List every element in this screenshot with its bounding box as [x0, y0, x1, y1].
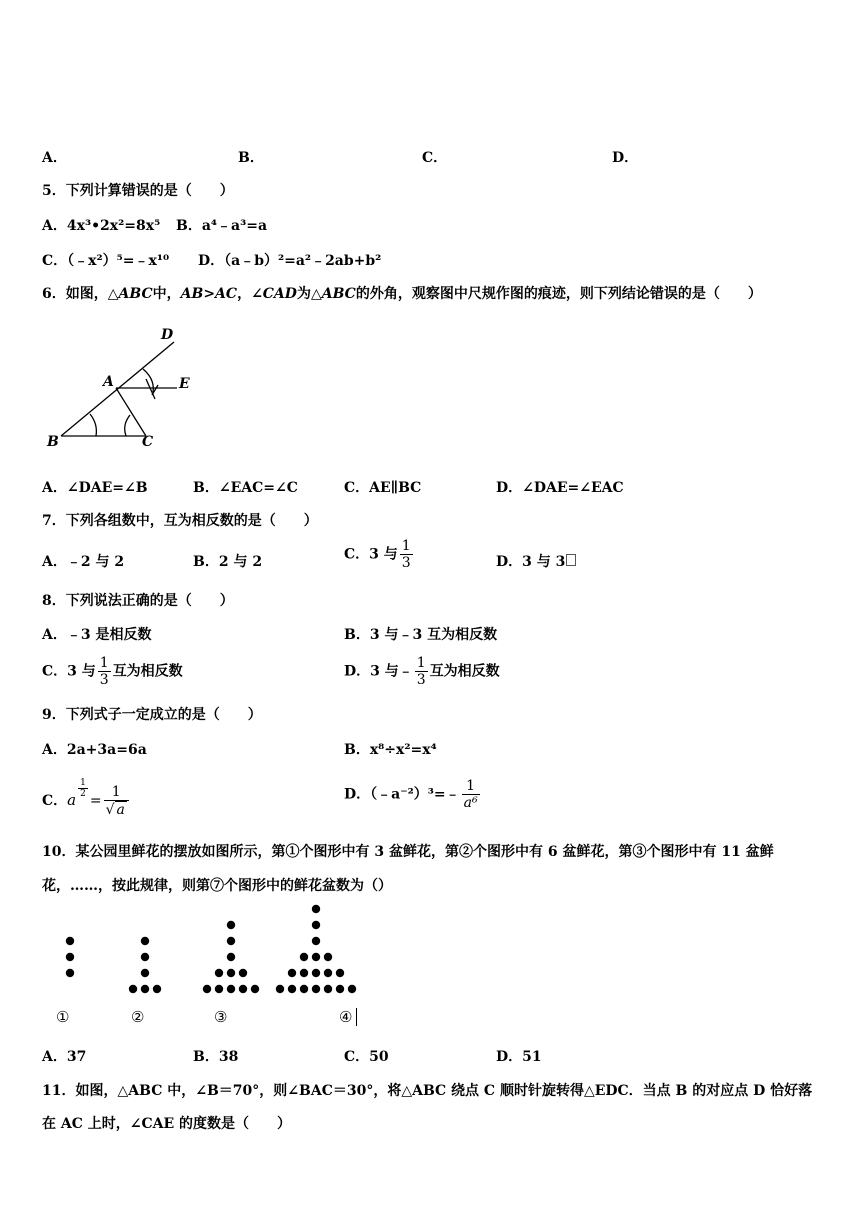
q8-option-c-fraction: [98, 655, 111, 688]
q5-option-b: B．a⁴﹣a³=a: [176, 218, 268, 234]
fraction-numerator: 1: [401, 538, 411, 554]
missing-glyph-box-icon: [566, 554, 576, 566]
q9-option-d: [344, 778, 482, 811]
q9-option-c-equals: =: [89, 793, 102, 809]
q10-figure-label-2: ②: [131, 1008, 145, 1026]
q8-option-c-prefix: C．3 与: [42, 663, 96, 680]
q6-stem-part-0: △ABC: [107, 286, 153, 302]
q6-label-a: A: [103, 374, 114, 390]
q10-figure-label-3: ③: [214, 1008, 228, 1026]
q4-option-c: C．: [422, 150, 448, 166]
q7-option-c-fraction: [400, 538, 413, 571]
q9-option-c-prefix: C．: [42, 793, 68, 809]
q6-stem-part-5: 为: [296, 286, 311, 302]
q7-stem: 7．下列各组数中，互为相反数的是（ ）: [42, 513, 318, 529]
q5-option-d: D．（a﹣b）²=a²﹣2ab+b²: [198, 253, 382, 269]
q5-stem: 5．下列计算错误的是（ ）: [42, 183, 234, 199]
q7-option-d: [496, 553, 576, 571]
q4-option-a: A．: [42, 150, 67, 166]
q8-option-d-fraction: [415, 655, 428, 688]
q6-stem-prefix: 6．如图，: [42, 286, 108, 302]
q10-option-a: A．37: [42, 1049, 87, 1065]
q5-option-c: C．（﹣x²）⁵=﹣x¹⁰: [42, 253, 170, 269]
q6-stem-part-7: 的外角，观察图中尺规作图的痕迹，则下列结论错误的是（ ）: [355, 286, 762, 302]
q5-option-a: A．4x³•2x²=8x⁵: [42, 218, 161, 234]
q7-option-d-text: D．3 与 3: [496, 554, 566, 570]
q6-label-b: B: [47, 434, 59, 450]
q10-option-d: D．51: [496, 1049, 542, 1065]
q8-option-d: [344, 655, 500, 688]
fraction-denominator: √ a: [105, 802, 125, 818]
q6-option-b: B．∠EAC=∠C: [193, 480, 298, 496]
fraction-denominator: 3: [99, 672, 109, 688]
text-cursor: [356, 1008, 357, 1026]
q11-line1: 11．如图，△ABC 中，∠B＝70°，则∠BAC＝30°，将△ABC 绕点 C 顺时针旋转得△EDC．当点 B 的对应点 D 恰好落: [42, 1083, 813, 1099]
fraction-numerator: 1: [416, 655, 426, 671]
q6-label-e: E: [179, 376, 190, 392]
q9-option-c: [42, 778, 131, 818]
fraction-numerator: 1: [104, 784, 129, 801]
q8-option-c: [42, 655, 183, 688]
q10-line2: 花，……，按此规律，则第⑦个图形中的鲜花盆数为（）: [42, 878, 392, 894]
q10-flower-pattern-figure: [55, 903, 375, 999]
q7-option-c-prefix: C．3 与: [344, 546, 398, 563]
q9-stem: 9．下列式子一定成立的是（ ）: [42, 707, 262, 723]
q8-option-a: A．﹣3 是相反数: [42, 627, 152, 643]
fraction-denominator: 3: [401, 555, 411, 571]
q6-option-a: A．∠DAE=∠B: [42, 480, 148, 496]
q6-stem-part-3: ，: [237, 286, 252, 302]
q6-triangle-figure: [40, 322, 210, 457]
q7-option-b: B．2 与 2: [193, 554, 263, 570]
q10-option-c: C．50: [344, 1049, 389, 1065]
q11-line2: 在 AC 上时，∠CAE 的度数是（ ）: [42, 1116, 292, 1132]
q6-stem-part-4: ∠CAD: [251, 286, 297, 302]
q6-option-d: D．∠DAE=∠EAC: [496, 480, 624, 496]
q9-option-d-fraction: [462, 778, 480, 811]
radicand: a: [116, 802, 125, 818]
fraction-numerator: 1: [462, 778, 480, 795]
q6-label-c: C: [142, 434, 154, 450]
q10-option-b: B．38: [193, 1049, 239, 1065]
fraction-numerator: 1: [99, 655, 109, 671]
q8-option-d-prefix: D．3 与﹣: [344, 663, 413, 680]
q8-option-c-suffix: 互为相反数: [112, 663, 183, 680]
q10-figure-label-1: ①: [56, 1008, 70, 1026]
q7-option-a: A．﹣2 与 2: [42, 554, 125, 570]
q10-line1: 10．某公园里鲜花的摆放如图所示，第①个图形中有 3 盆鲜花，第②个图形中有 6 盆鲜花，第③个图形中有 11 盆鲜: [42, 844, 774, 860]
exponent-numerator: 1: [80, 778, 86, 788]
q9-option-b: B．x⁸÷x²=x⁴: [344, 742, 437, 758]
fraction-denominator: a⁶: [463, 795, 478, 811]
q8-option-d-suffix: 互为相反数: [429, 663, 500, 680]
fraction-denominator: 3: [416, 672, 426, 688]
q9-option-c-exponent: [78, 778, 88, 799]
q4-option-b: B．: [238, 150, 264, 166]
q6-stem: [42, 285, 762, 303]
q6-stem-part-1: 中，: [152, 286, 181, 302]
q9-option-c-base: a: [67, 791, 77, 809]
q4-option-d: D．: [612, 150, 639, 166]
q6-option-c: C．AE∥BC: [344, 480, 422, 496]
q8-option-b: B．3 与﹣3 互为相反数: [344, 627, 498, 643]
q6-label-d: D: [161, 327, 174, 343]
q6-stem-part-6: △ABC: [310, 286, 356, 302]
q9-option-c-fraction: [104, 784, 129, 818]
q10-figure-label-4: ④: [339, 1008, 353, 1026]
q9-option-d-prefix: D．（﹣a⁻²）³=﹣: [344, 786, 460, 803]
q7-option-c: [344, 538, 415, 571]
q6-stem-part-2: AB>AC: [180, 286, 238, 302]
exponent-denominator: 2: [80, 789, 86, 799]
q9-option-a: A．2a+3a=6a: [42, 742, 147, 758]
q8-stem: 8．下列说法正确的是（ ）: [42, 593, 234, 609]
